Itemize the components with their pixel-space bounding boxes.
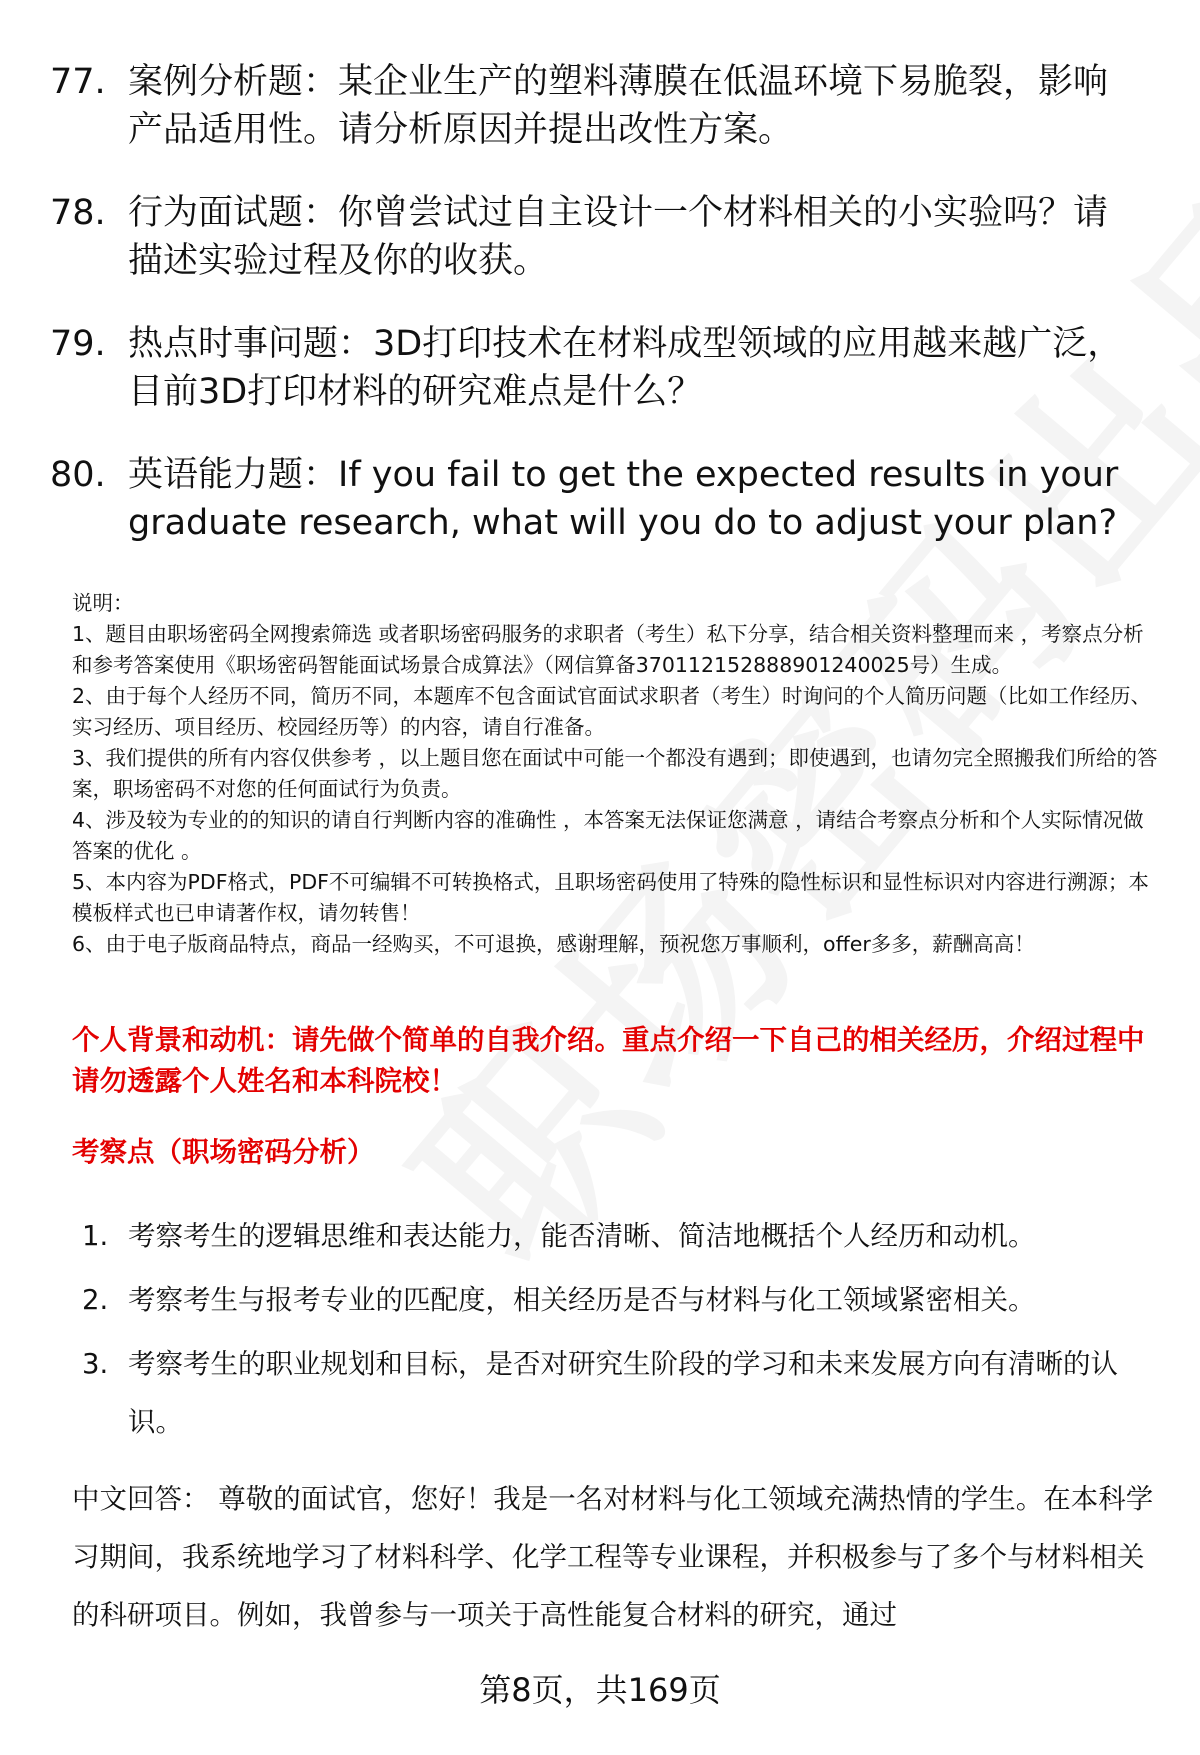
- note-item: 3、我们提供的所有内容仅供参考 ，以上题目您在面试中可能一个都没有遇到；即使遇到，也请勿完全照搬我们所给的答案，职场密码不对您的任何面试行为负责。: [72, 746, 1158, 801]
- question-number: 77.: [50, 62, 106, 102]
- point-item: [82, 1271, 1162, 1329]
- question-text: 行为面试题：你曾尝试过自主设计一个材料相关的小实验吗？请描述实验过程及你的收获。: [128, 193, 1109, 281]
- question-text: 案例分析题：某企业生产的塑料薄膜在低温环境下易脆裂，影响产品适用性。请分析原因并提出改性方案。: [128, 62, 1109, 150]
- point-number: 1.: [82, 1220, 109, 1252]
- notes-block: [72, 588, 1162, 960]
- answer-paragraph: 中文回答： 尊敬的面试官，您好！我是一名对材料与化工领域充满热情的学生。在本科学习期间，我系统地学习了材料科学、化学工程等专业课程，并积极参与了多个与材料相关的科研项目。例如，我曾参与一项关于高性能复合材料的研究，通过: [72, 1483, 1154, 1631]
- question-item: [50, 451, 1150, 547]
- question-item: [50, 189, 1150, 285]
- section-subheading: 考察点（职场密码分析）: [72, 1136, 375, 1168]
- question-item: [50, 320, 1150, 416]
- note-item: 2、由于每个人经历不同，简历不同，本题库不包含面试官面试求职者（考生）时询问的个人简历问题（比如工作经历、实习经历、项目经历、校园经历等）的内容，请自行准备。: [72, 684, 1152, 739]
- question-item: [50, 58, 1150, 154]
- question-number: 78.: [50, 193, 106, 233]
- page-footer: 第8页，共169页: [479, 1671, 721, 1709]
- note-item: 1、题目由职场密码全网搜索筛选 或者职场密码服务的求职者（考生）私下分享，结合相关资料整理而来 ，考察点分析和参考答案使用《职场密码智能面试场景合成算法》（网信算备370112152888901240025号）生成。: [72, 622, 1144, 677]
- point-number: 3.: [82, 1348, 109, 1380]
- point-text: 考察考生的职业规划和目标，是否对研究生阶段的学习和未来发展方向有清晰的认识。: [128, 1348, 1118, 1438]
- notes-title: 说明：: [72, 591, 134, 615]
- question-number: 79.: [50, 324, 106, 364]
- note-item: 4、涉及较为专业的的知识的请自行判断内容的准确性 ，本答案无法保证您满意 ，请结合考察点分析和个人实际情况做答案的优化 。: [72, 808, 1144, 863]
- note-item: 5、本内容为PDF格式，PDF不可编辑不可转换格式，且职场密码使用了特殊的隐性标识和显性标识对内容进行溯源；本模板样式也已申请著作权，请勿转售！: [72, 870, 1149, 925]
- point-text: 考察考生的逻辑思维和表达能力，能否清晰、简洁地概括个人经历和动机。: [128, 1220, 1036, 1252]
- question-list: [50, 58, 1150, 582]
- point-number: 2.: [82, 1284, 109, 1316]
- point-text: 考察考生与报考专业的匹配度，相关经历是否与材料与化工领域紧密相关。: [128, 1284, 1036, 1316]
- note-item: 6、由于电子版商品特点，商品一经购买，不可退换，感谢理解，预祝您万事顺利，offer多多，薪酬高高！: [72, 932, 1035, 956]
- section-heading: 个人背景和动机：请先做个简单的自我介绍。重点介绍一下自己的相关经历，介绍过程中请勿透露个人姓名和本科院校！: [72, 1024, 1145, 1097]
- question-number: 80.: [50, 455, 106, 495]
- question-text: 英语能力题：If you fail to get the expected results in your graduate research, what will you do to adjust your plan?: [128, 455, 1119, 543]
- question-text: 热点时事问题：3D打印技术在材料成型领域的应用越来越广泛，目前3D打印材料的研究难点是什么？: [128, 324, 1123, 412]
- point-item: [82, 1335, 1162, 1451]
- assessment-points: [82, 1207, 1162, 1457]
- point-item: [82, 1207, 1162, 1265]
